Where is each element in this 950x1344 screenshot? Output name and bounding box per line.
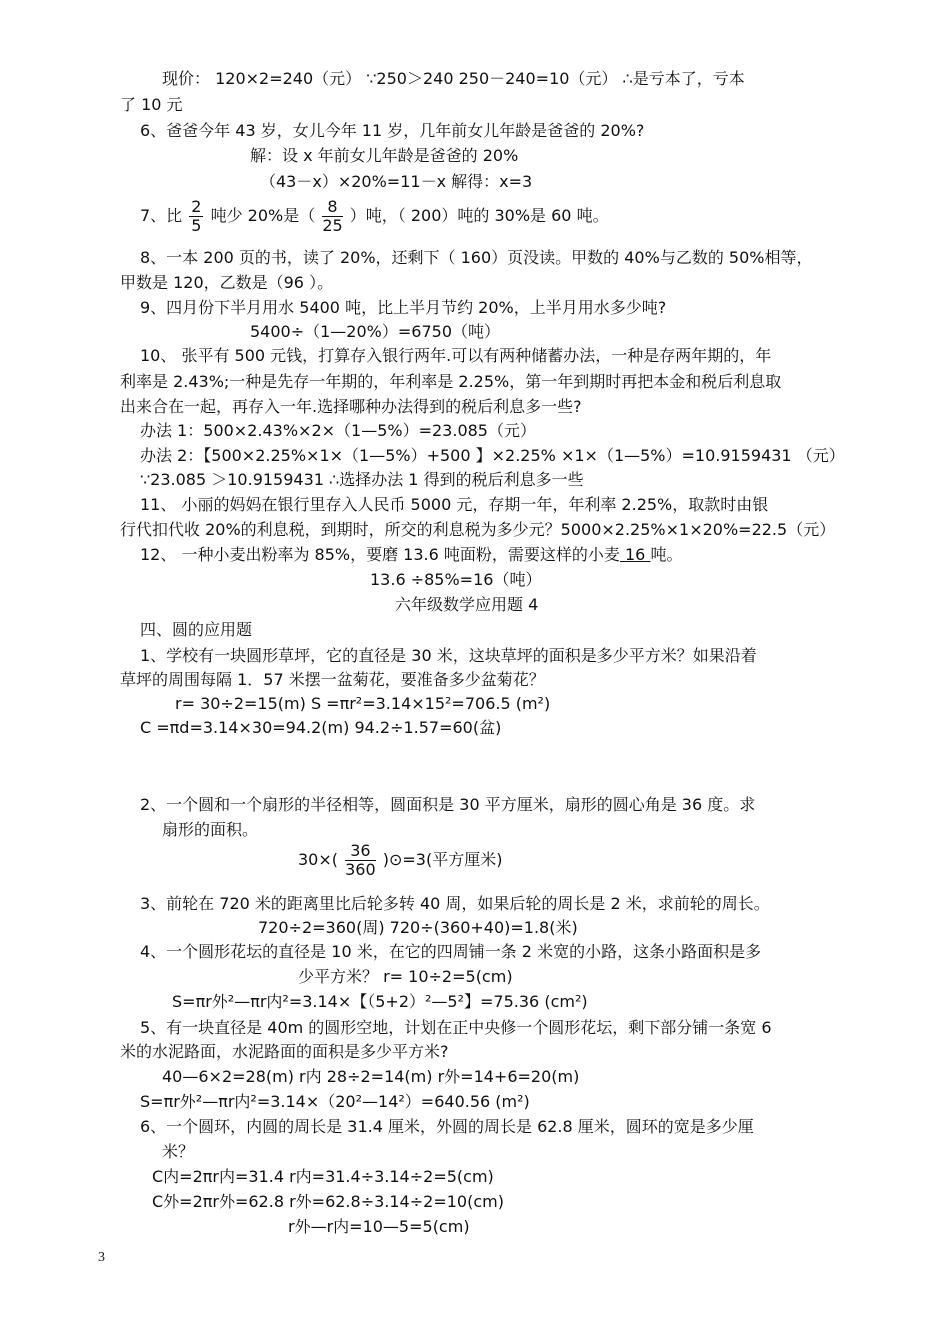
circle-problem-5-calc-1: 40—6×2=28(m) r内 28÷2=14(m) r外=14+6=20(m) — [162, 1067, 580, 1086]
circle-problem-6-calc-2: C外=2πr外=62.8 r外=62.8÷3.14÷2=10(cm) — [152, 1192, 504, 1211]
circle-problem-4-cont: 少平方米？ r= 10÷2=5(cm) — [298, 967, 513, 986]
fraction-36-360 — [345, 842, 376, 879]
line-1: 现价： 120×2=240（元） ∵250＞240 250－240=10（元） ∴是亏本了，亏本 — [162, 69, 745, 88]
problem-6-solution: 解：设 x 年前女儿年龄是爸爸的 20% — [250, 146, 519, 165]
problem-8-cont: 甲数是 120，乙数是（96 ）。 — [120, 273, 334, 292]
problem-11: 11、 小丽的妈妈在银行里存入人民币 5000 元，存期一年，年利率 2.25%，取款时由银 — [140, 495, 769, 514]
circle-problem-1: 1、学校有一块圆形草坪，它的直径是 30 米，这块草坪的面积是多少平方米？如果沿着 — [140, 646, 757, 665]
section-heading-circle: 四、圆的应用题 — [140, 620, 253, 639]
problem-12-answer-blank: 16 — [619, 545, 651, 564]
problem-12-part-c: 吨。 — [650, 545, 683, 564]
line-2: 了 10 元 — [120, 95, 183, 114]
circle-problem-3: 3、前轮在 720 米的距离里比后轮多转 40 周，如果后轮的周长是 2 米，求前轮的周长。 — [140, 894, 770, 913]
circle-problem-2-answer — [298, 842, 502, 879]
circle-problem-6-calc-1: C内=2πr内=31.4 r内=31.4÷3.14÷2=5(cm) — [152, 1167, 494, 1186]
fraction-denominator: 5 — [191, 216, 202, 235]
fraction-two-fifths — [189, 198, 203, 235]
fraction-numerator: 8 — [322, 198, 342, 217]
fraction-denominator: 360 — [345, 860, 376, 879]
problem-12-part-a: 12、 一种小麦出粉率为 85%，要磨 13.6 吨面粉，需要这样的小麦 — [140, 545, 620, 564]
problem-12-answer: 13.6 ÷85%=16（吨） — [370, 570, 542, 589]
problem-10-cont-1: 利率是 2.43%;一种是先存一年期的，年利率是 2.25%，第一年到期时再把本金和税后利息取 — [120, 372, 782, 391]
circle-problem-6-cont: 米？ — [162, 1142, 195, 1161]
problem-11-cont: 行代扣代收 20%的利息税，到期时，所交的利息税为多少元？5000×2.25%×1×20%=22.5（元） — [120, 520, 836, 539]
method-2: 办法 2：【500×2.25%×1×（1—5%）+500 】×2.25% ×1×（1—5%）=10.9159431 （元） — [140, 446, 845, 465]
problem-7-part-a: 7、比 — [140, 206, 183, 225]
page-number: 3 — [98, 1250, 105, 1265]
circle-problem-5: 5、有一块直径是 40m 的圆形空地，计划在正中央修一个圆形花坛，剩下部分铺一条宽 6 — [140, 1018, 772, 1037]
circle-problem-5-cont: 米的水泥路面，水泥路面的面积是多少平方米? — [120, 1042, 449, 1061]
circle-problem-5-calc-2: S=πr外²—πr内²=3.14×（20²—14²）=640.56 (m²) — [140, 1092, 530, 1111]
answer-part-b: )⊙=3(平方厘米) — [382, 850, 503, 869]
problem-10-conclusion: ∵23.085 ＞10.9159431 ∴选择办法 1 得到的税后利息多一些 — [140, 470, 584, 489]
problem-10-cont-2: 出来合在一起，再存入一年.选择哪种办法得到的税后利息多一些? — [120, 397, 582, 416]
fraction-numerator: 36 — [345, 842, 376, 861]
fraction-denominator: 25 — [322, 216, 343, 235]
circle-problem-2-cont: 扇形的面积。 — [162, 820, 259, 839]
problem-8: 8、一本 200 页的书，读了 20%，还剩下（ 160）页没读。甲数的 40%与乙数的 50%相等， — [140, 248, 813, 267]
circle-problem-1-cont: 草坪的周围每隔 1．57 米摆一盆菊花，要准备多少盆菊花？ — [120, 670, 545, 689]
fraction-eight-25ths — [322, 198, 342, 235]
method-1: 办法 1：500×2.43%×2×（1—5%）=23.085（元） — [140, 421, 536, 440]
circle-problem-3-answer: 720÷2=360(周) 720÷(360+40)=1.8(米) — [258, 918, 578, 937]
circle-problem-4-answer: S=πr外²—πr内²=3.14×【（5+2）²—5²】=75.36 (cm²) — [172, 992, 588, 1011]
problem-12 — [140, 545, 682, 565]
circle-problem-6-answer: r外—r内=10—5=5(cm) — [288, 1217, 470, 1236]
answer-part-a: 30×( — [298, 850, 339, 869]
circle-problem-1-calc-2: C =πd=3.14×30=94.2(m) 94.2÷1.57=60(盆) — [140, 718, 502, 737]
problem-7-part-b: 吨少 20%是（ — [210, 206, 316, 225]
problem-7-part-c: ）吨，（ 200）吨的 30%是 60 吨。 — [349, 206, 609, 225]
section-title: 六年级数学应用题 4 — [395, 595, 539, 614]
circle-problem-1-calc-1: r= 30÷2=15(m) S =πr²=3.14×15²=706.5 (m²) — [175, 694, 551, 713]
problem-10: 10、 张平有 500 元钱，打算存入银行两年.可以有两种储蓄办法，一种是存两年期的，年 — [140, 346, 772, 365]
problem-7 — [140, 198, 609, 235]
circle-problem-2: 2、一个圆和一个扇形的半径相等，圆面积是 30 平方厘米，扇形的圆心角是 36 度。求 — [140, 795, 756, 814]
problem-9: 9、四月份下半月用水 5400 吨，比上半月节约 20%，上半月用水多少吨? — [140, 298, 667, 317]
circle-problem-4: 4、一个圆形花坛的直径是 10 米，在它的四周铺一条 2 米宽的小路，这条小路面积是多 — [140, 942, 762, 961]
circle-problem-6: 6、一个圆环，内圆的周长是 31.4 厘米，外圆的周长是 62.8 厘米，圆环的宽是多少厘 — [140, 1117, 754, 1136]
problem-6: 6、爸爸今年 43 岁，女儿今年 11 岁，几年前女儿年龄是爸爸的 20%? — [140, 121, 645, 140]
problem-9-answer: 5400÷（1—20%）=6750（吨） — [250, 322, 500, 341]
fraction-numerator: 2 — [191, 197, 202, 216]
problem-6-equation: （43－x）×20%=11－x 解得：x=3 — [260, 172, 533, 191]
